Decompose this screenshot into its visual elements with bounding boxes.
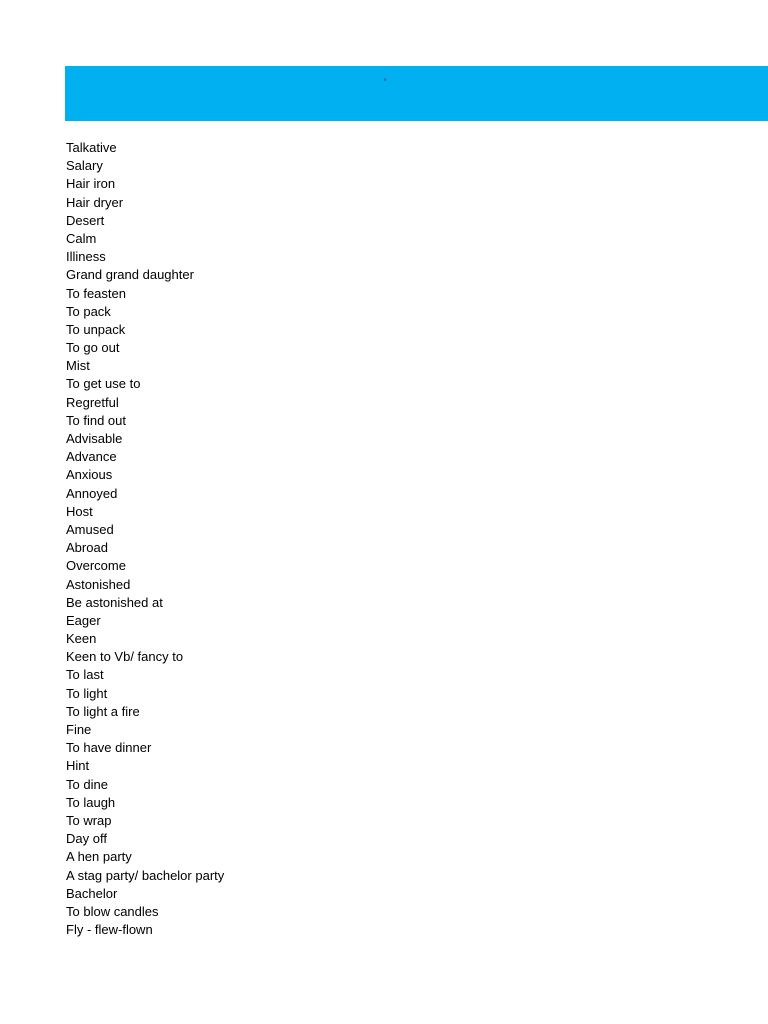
vocabulary-item: To light bbox=[66, 685, 108, 701]
vocabulary-item: To unpack bbox=[66, 321, 126, 337]
vocabulary-item: Keen to Vb/ fancy to bbox=[66, 649, 184, 665]
vocabulary-item: Overcome bbox=[66, 558, 126, 574]
vocabulary-item: Abroad bbox=[66, 540, 108, 556]
header-mark: ' bbox=[384, 77, 387, 89]
vocabulary-item: Hint bbox=[66, 758, 90, 774]
vocabulary-item: Calm bbox=[66, 230, 97, 246]
vocabulary-item: To dine bbox=[66, 776, 108, 792]
vocabulary-item: To blow candles bbox=[66, 903, 159, 919]
vocabulary-item: To go out bbox=[66, 340, 120, 356]
vocabulary-item: To have dinner bbox=[66, 740, 152, 756]
vocabulary-item: To laugh bbox=[66, 794, 116, 810]
vocabulary-item: Fly - flew-flown bbox=[66, 922, 153, 938]
vocabulary-item: Grand grand daughter bbox=[66, 267, 194, 283]
vocabulary-item: Be astonished at bbox=[66, 594, 163, 610]
vocabulary-item: Bachelor bbox=[66, 885, 118, 901]
header-band bbox=[65, 66, 768, 121]
vocabulary-item: Advisable bbox=[66, 431, 123, 446]
vocabulary-item: Keen bbox=[66, 631, 97, 647]
vocabulary-item: Astonished bbox=[66, 576, 131, 592]
vocabulary-list bbox=[66, 139, 224, 939]
vocabulary-item: A stag party/ bachelor party bbox=[66, 867, 225, 883]
vocabulary-item: Anxious bbox=[66, 467, 113, 483]
vocabulary-item: Day off bbox=[66, 831, 107, 847]
vocabulary-item: Fine bbox=[66, 722, 92, 737]
vocabulary-item: To last bbox=[66, 667, 104, 683]
vocabulary-item: To get use to bbox=[66, 376, 141, 392]
vocabulary-item: Hair iron bbox=[66, 176, 116, 192]
vocabulary-item: Illiness bbox=[66, 249, 106, 265]
vocabulary-item: A hen party bbox=[66, 849, 132, 865]
vocabulary-item: To feasten bbox=[66, 285, 126, 301]
vocabulary-item: Annoyed bbox=[66, 485, 118, 501]
vocabulary-item: Talkative bbox=[66, 140, 117, 155]
vocabulary-item: Eager bbox=[66, 612, 101, 628]
vocabulary-item: To wrap bbox=[66, 812, 112, 828]
vocabulary-item: Salary bbox=[66, 158, 103, 174]
vocabulary-item: Host bbox=[66, 503, 93, 519]
vocabulary-item: To light a fire bbox=[66, 703, 140, 719]
vocabulary-item: Mist bbox=[66, 358, 90, 374]
vocabulary-item: Hair dryer bbox=[66, 194, 124, 210]
vocabulary-item: Amused bbox=[66, 521, 114, 537]
vocabulary-item: Desert bbox=[66, 212, 105, 228]
vocabulary-item: Regretful bbox=[66, 394, 119, 410]
vocabulary-item: Advance bbox=[66, 449, 117, 465]
vocabulary-item: To find out bbox=[66, 412, 126, 428]
vocabulary-item: To pack bbox=[66, 303, 111, 319]
